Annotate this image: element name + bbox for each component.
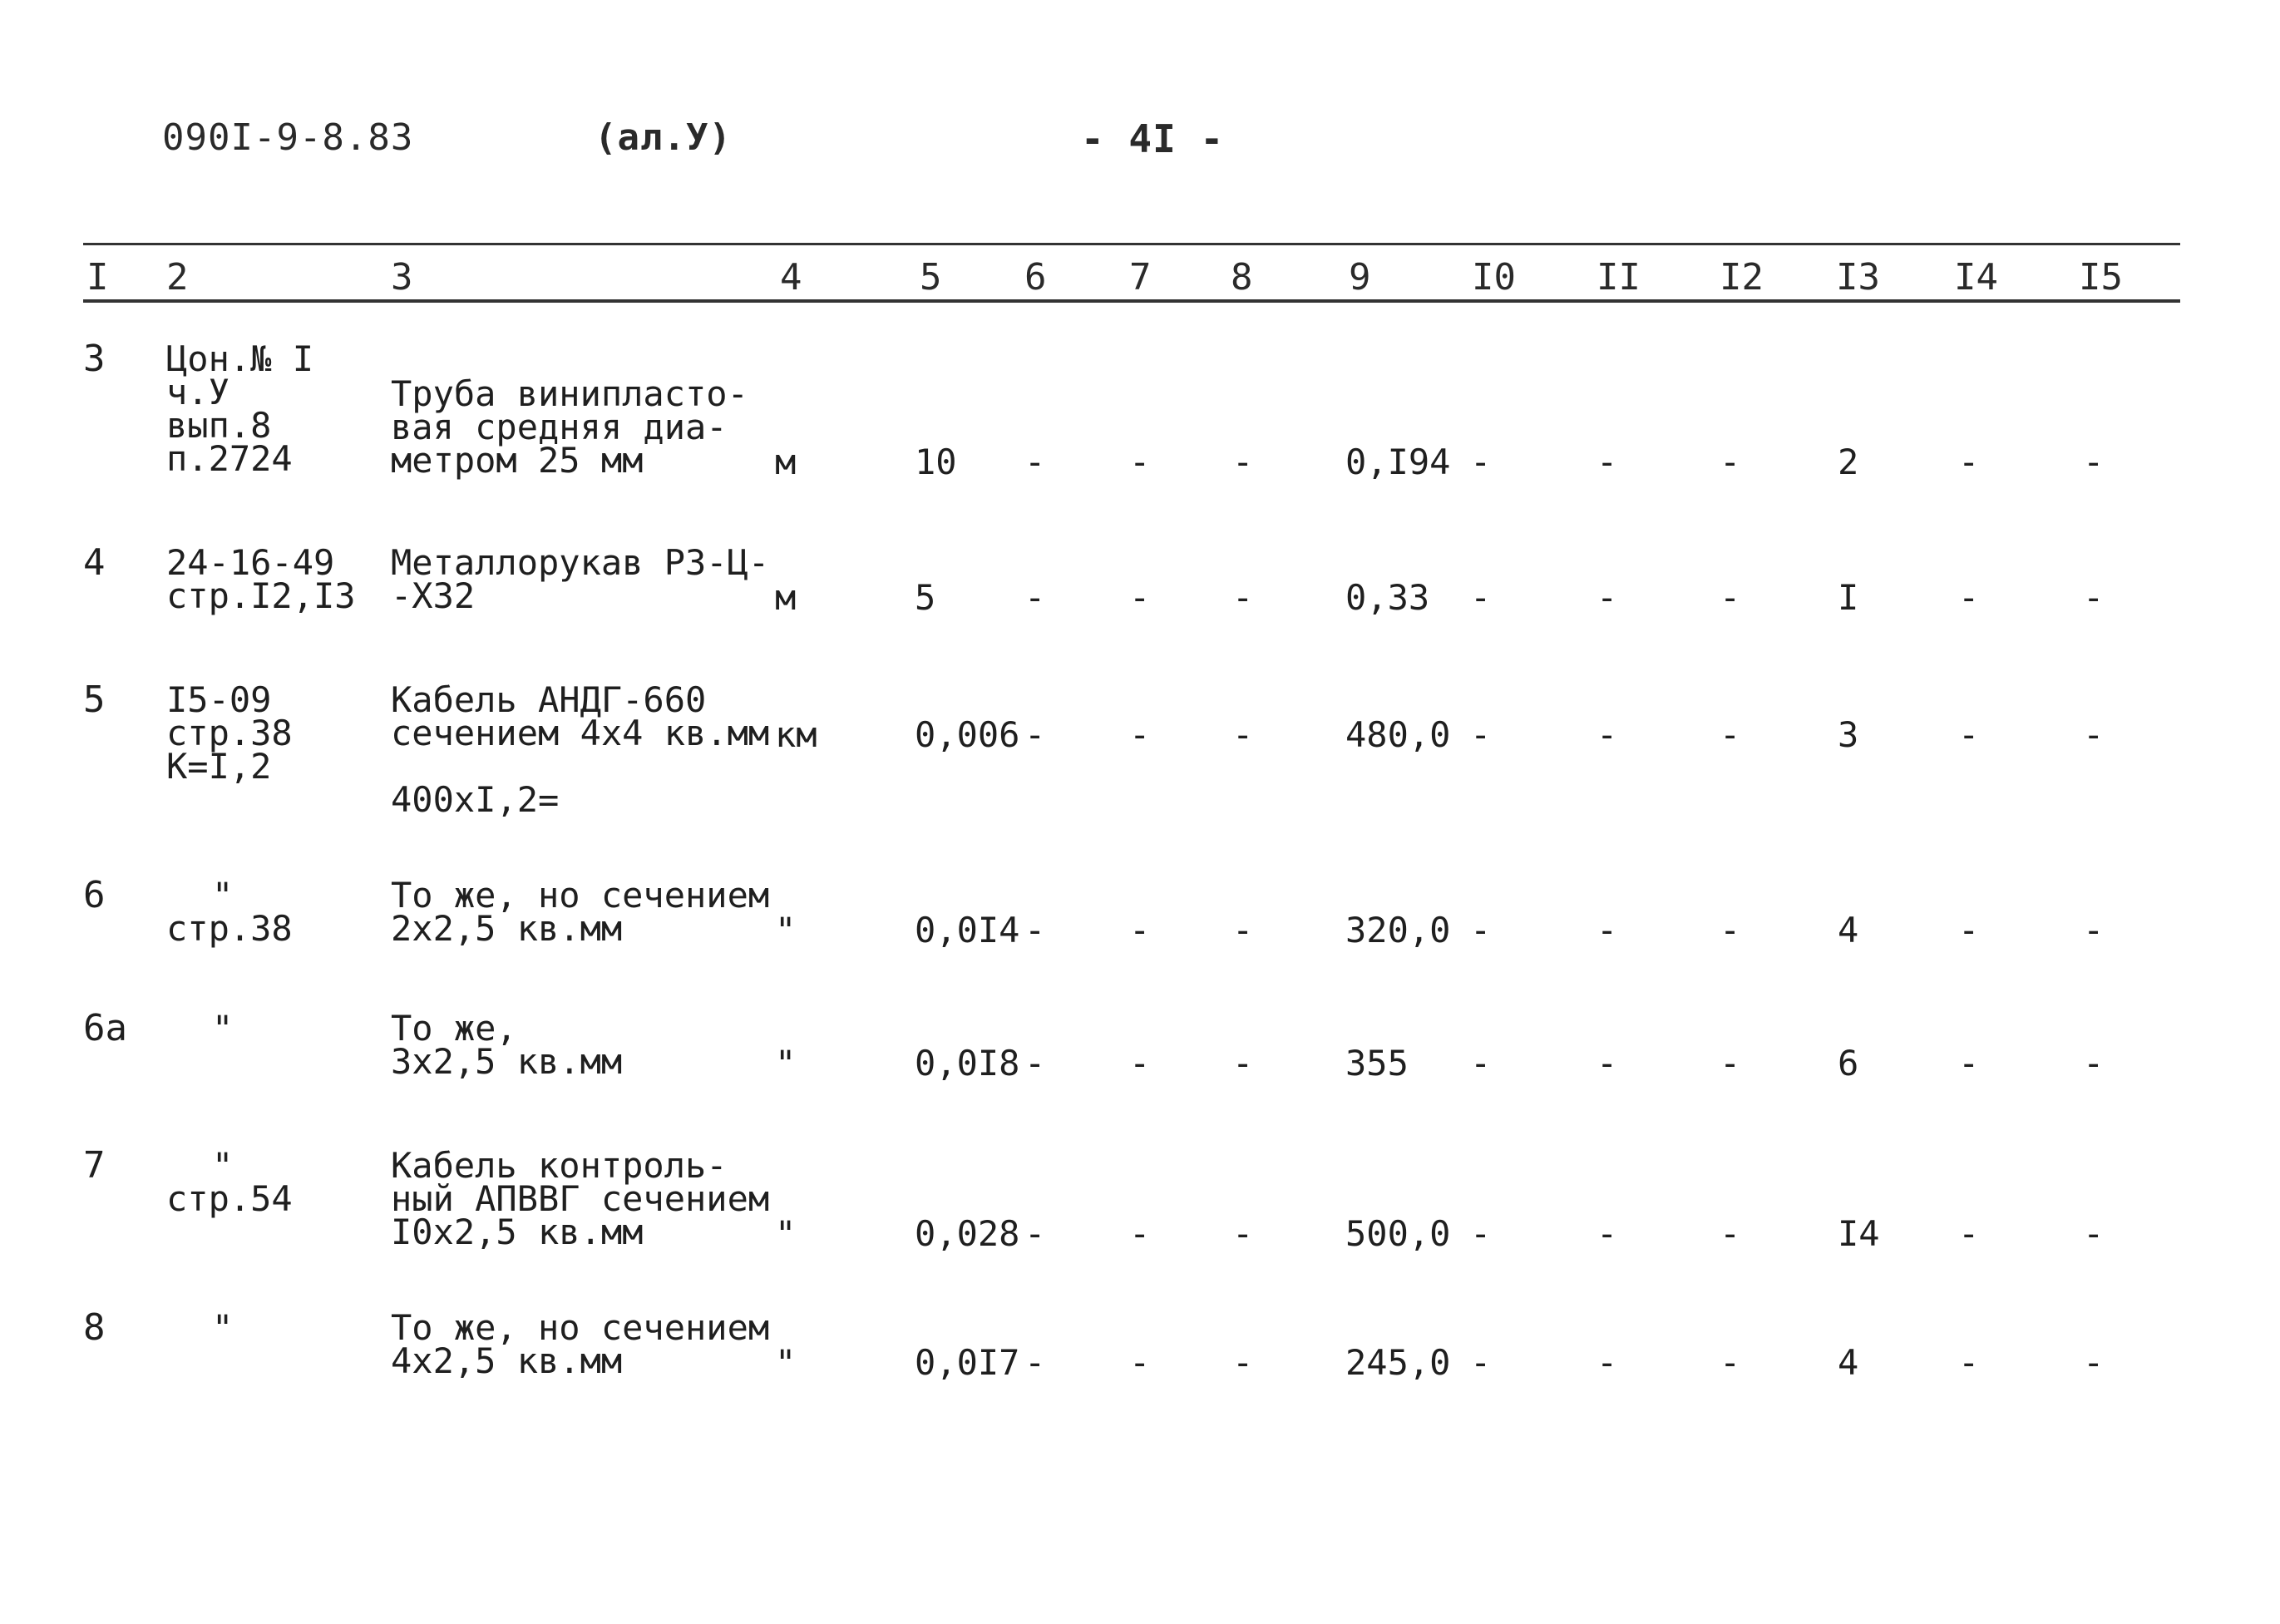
quantity: 5 [915, 577, 936, 618]
quantity: 10 [915, 442, 957, 482]
column-8-value: - [1232, 714, 1254, 755]
row-number: 6а [83, 1007, 127, 1049]
row-number: 3 [83, 338, 106, 380]
column-7-value: - [1129, 1043, 1151, 1083]
ditto-mark: " [212, 1307, 234, 1348]
item-name-line: Кабель контроль- [391, 1145, 728, 1186]
row-number: 8 [83, 1306, 106, 1349]
column-10-value: - [1470, 1342, 1492, 1383]
column-14-value: - [1958, 1342, 1980, 1383]
item-name-line: То же, [391, 1008, 517, 1049]
unit: " [775, 1213, 797, 1254]
column-10-value: - [1470, 1213, 1492, 1254]
column-number-13: I3 [1836, 256, 1880, 299]
ditto-mark: " [212, 1145, 234, 1186]
ditto-mark: " [212, 875, 234, 916]
document-code: 090I-9-8.83 [162, 116, 414, 159]
column-11-value: - [1596, 442, 1618, 482]
column-number-12: I2 [1720, 256, 1764, 299]
column-8-value: - [1232, 910, 1254, 950]
column-10-value: - [1470, 1043, 1492, 1083]
column-15-value: - [2083, 577, 2105, 618]
reference-line: вып.8 [166, 405, 272, 446]
column-7-value: - [1129, 1342, 1151, 1383]
column-6-value: - [1024, 1213, 1046, 1254]
column-number-3: 3 [391, 256, 413, 299]
column-15-value: - [2083, 442, 2105, 482]
item-name-line: Металлорукав РЗ-Ц- [391, 542, 770, 583]
column-15-value: - [2083, 1043, 2105, 1083]
unit: " [775, 1043, 797, 1083]
column-10-value: - [1470, 714, 1492, 755]
column-number-15: I5 [2079, 256, 2123, 299]
column-number-14: I4 [1954, 256, 1998, 299]
column-14-value: - [1958, 1043, 1980, 1083]
column-9-value: 320,0 [1345, 910, 1451, 950]
column-6-value: - [1024, 714, 1046, 755]
column-6-value: - [1024, 577, 1046, 618]
row-number: 4 [83, 541, 106, 584]
sheet-reference: (ал.У) [595, 116, 732, 159]
column-8-value: - [1232, 442, 1254, 482]
column-10-value: - [1470, 442, 1492, 482]
quantity: 0,006 [915, 714, 1020, 755]
column-13-value: 4 [1838, 910, 1859, 950]
item-name-line: 3х2,5 кв.мм [391, 1041, 623, 1082]
column-13-value: 2 [1838, 442, 1859, 482]
table-top-rule [83, 243, 2180, 245]
ditto-mark: " [212, 1008, 234, 1049]
column-11-value: - [1596, 1213, 1618, 1254]
item-name-line: То же, но сечением [391, 875, 770, 916]
item-name-line: 4х2,5 кв.мм [391, 1340, 623, 1381]
column-12-value: - [1720, 910, 1741, 950]
column-number-4: 4 [780, 256, 802, 299]
column-11-value: - [1596, 714, 1618, 755]
item-name-calculation: 400хI,2= [391, 779, 560, 820]
column-7-value: - [1129, 910, 1151, 950]
column-number-6: 6 [1024, 256, 1047, 299]
item-name-line: I0х2,5 кв.мм [391, 1212, 644, 1252]
column-13-value: 6 [1838, 1043, 1859, 1083]
column-9-value: 355 [1345, 1043, 1409, 1083]
column-number-8: 8 [1231, 256, 1253, 299]
column-15-value: - [2083, 714, 2105, 755]
column-11-value: - [1596, 577, 1618, 618]
column-7-value: - [1129, 714, 1151, 755]
item-name-line: Труба винипласто- [391, 373, 748, 414]
column-6-value: - [1024, 442, 1046, 482]
column-12-value: - [1720, 714, 1741, 755]
column-number-10: I0 [1472, 256, 1516, 299]
column-9-value: 480,0 [1345, 714, 1451, 755]
column-9-value: 0,I94 [1345, 442, 1451, 482]
column-13-value: I4 [1838, 1213, 1880, 1254]
column-12-value: - [1720, 577, 1741, 618]
reference-line: стр.I2,I3 [166, 575, 356, 616]
table-header-rule [83, 299, 2180, 303]
column-number-1: I [86, 256, 109, 299]
column-number-7: 7 [1129, 256, 1152, 299]
column-13-value: I [1838, 577, 1859, 618]
column-12-value: - [1720, 1342, 1741, 1383]
item-name-line: сечением 4х4 кв.мм [391, 713, 770, 753]
item-name-line: вая средняя диа- [391, 407, 728, 447]
reference-line: 24-16-49 [166, 542, 335, 583]
column-15-value: - [2083, 1213, 2105, 1254]
column-11-value: - [1596, 1342, 1618, 1383]
unit: км [775, 714, 817, 755]
column-6-value: - [1024, 1043, 1046, 1083]
column-12-value: - [1720, 442, 1741, 482]
column-14-value: - [1958, 442, 1980, 482]
column-number-9: 9 [1349, 256, 1371, 299]
unit: " [775, 1342, 797, 1383]
item-name-line: ный АПВВГ сечением [391, 1178, 770, 1219]
column-11-value: - [1596, 910, 1618, 950]
column-14-value: - [1958, 714, 1980, 755]
column-9-value: 0,33 [1345, 577, 1430, 618]
row-number: 6 [83, 874, 106, 916]
column-12-value: - [1720, 1043, 1741, 1083]
reference-line: Цон.№ I [166, 338, 314, 379]
unit: " [775, 910, 797, 950]
column-10-value: - [1470, 910, 1492, 950]
page-number: - 4I - [1081, 116, 1225, 161]
quantity: 0,0I4 [915, 910, 1020, 950]
column-14-value: - [1958, 910, 1980, 950]
column-9-value: 245,0 [1345, 1342, 1451, 1383]
item-name-line: 2х2,5 кв.мм [391, 908, 623, 949]
reference-line: ч.У [166, 372, 229, 412]
row-number: 7 [83, 1144, 106, 1187]
column-12-value: - [1720, 1213, 1741, 1254]
quantity: 0,028 [915, 1213, 1020, 1254]
column-15-value: - [2083, 1342, 2105, 1383]
row-number: 5 [83, 679, 106, 721]
column-13-value: 3 [1838, 714, 1859, 755]
column-number-11: II [1596, 256, 1641, 299]
item-name-line: метром 25 мм [391, 440, 644, 481]
item-name-line: Кабель АНДГ-660 [391, 679, 707, 720]
column-8-value: - [1232, 1213, 1254, 1254]
column-8-value: - [1232, 1043, 1254, 1083]
column-14-value: - [1958, 577, 1980, 618]
column-number-2: 2 [166, 256, 189, 299]
reference-line: I5-09 [166, 679, 272, 720]
column-15-value: - [2083, 910, 2105, 950]
item-name-line: -Х32 [391, 575, 476, 616]
column-6-value: - [1024, 910, 1046, 950]
column-10-value: - [1470, 577, 1492, 618]
item-name-line: То же, но сечением [391, 1307, 770, 1348]
column-7-value: - [1129, 577, 1151, 618]
column-8-value: - [1232, 577, 1254, 618]
reference-line: стр.38 [166, 908, 293, 949]
column-9-value: 500,0 [1345, 1213, 1451, 1254]
quantity: 0,0I8 [915, 1043, 1020, 1083]
column-13-value: 4 [1838, 1342, 1859, 1383]
column-7-value: - [1129, 442, 1151, 482]
reference-line: стр.38 [166, 713, 293, 753]
reference-line: п.2724 [166, 438, 293, 479]
quantity: 0,0I7 [915, 1342, 1020, 1383]
column-14-value: - [1958, 1213, 1980, 1254]
unit: м [775, 577, 797, 618]
column-number-5: 5 [920, 256, 942, 299]
reference-line: стр.54 [166, 1178, 293, 1219]
reference-line: К=I,2 [166, 746, 272, 787]
column-7-value: - [1129, 1213, 1151, 1254]
column-11-value: - [1596, 1043, 1618, 1083]
column-8-value: - [1232, 1342, 1254, 1383]
unit: м [775, 442, 797, 482]
column-6-value: - [1024, 1342, 1046, 1383]
